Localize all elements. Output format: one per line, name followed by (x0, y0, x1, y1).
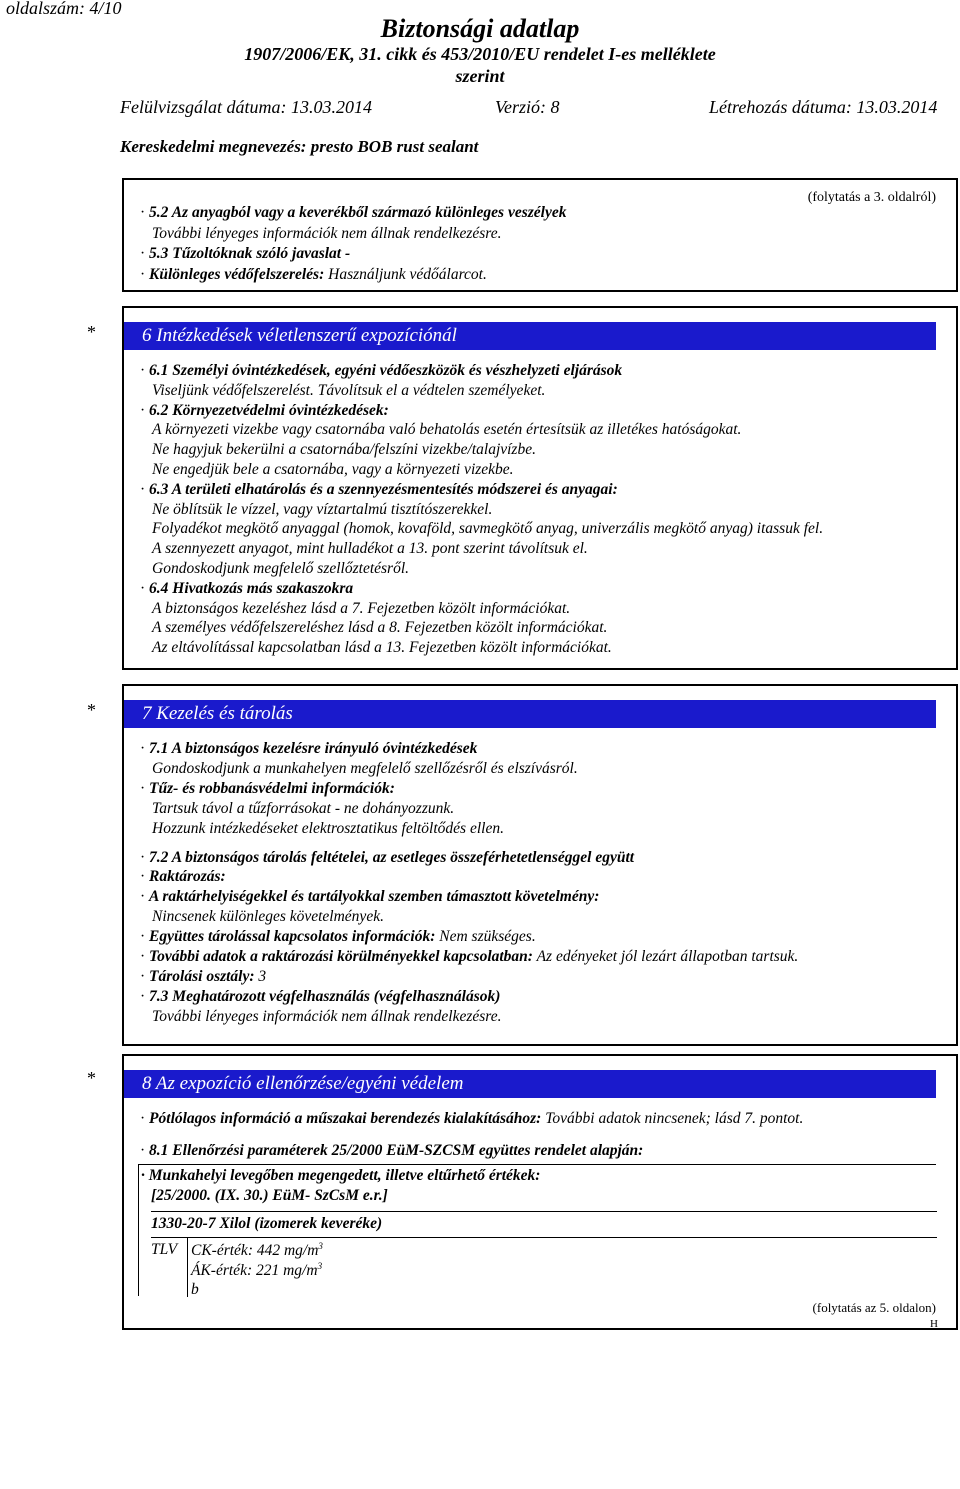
text-line: További lényeges információk nem állnak rendelkezésre. (152, 1007, 502, 1025)
divider (151, 1211, 937, 1212)
text-line: A biztonságos kezeléshez lásd a 7. Fejezetben közölt információkat. (152, 599, 571, 617)
text-line: · 5.2 Az anyagból vagy a keverékből származó különleges veszélyek (140, 204, 567, 221)
text-line: · 7.3 Meghatározott végfelhasználás (végfelhasználások) (140, 987, 501, 1005)
text-line: Ne engedjük bele a csatornába, vagy a környezeti vizekbe. (152, 461, 514, 478)
limits-table (138, 1164, 936, 1296)
revision-date: Felülvizsgálat dátuma: 13.03.2014 (120, 97, 372, 117)
creation-date: Létrehozás dátuma: 13.03.2014 (709, 97, 938, 117)
limits-title: · Munkahelyi levegőben megengedett, illetve eltűrhető értékek: (141, 1167, 541, 1184)
section-8-line-1: · Pótlólagos információ a műszakai berendezés kialakításához: További adatok nincsenek; lásd 7. pontot. (140, 1110, 804, 1127)
text-line: · Tűz- és robbanásvédelmi információk: (140, 779, 395, 797)
text-line: · Együttes tárolással kapcsolatos információk: Nem szükséges. (140, 928, 536, 946)
change-marker-6: * (87, 322, 96, 342)
section-8-heading: 8 Az expozíció ellenőrzése/egyéni védelem (124, 1070, 936, 1098)
text-line: Hozzunk intézkedéseket elektrosztatikus feltöltődés ellen. (152, 819, 504, 837)
text-line: Gondoskodjunk megfelelő szellőztetésről. (152, 560, 409, 577)
text-line: Ne öblítsük le vízzel, vagy víztartalmú tisztítószerekkel. (152, 500, 493, 518)
continued-to: (folytatás az 5. oldalon) (812, 1300, 936, 1315)
change-marker-7: * (87, 700, 96, 720)
section-8-line-2: · 8.1 Ellenőrzési paraméterek 25/2000 EüM-SZCSM együttes rendelet alapján: (140, 1142, 644, 1159)
text-line: · 6.1 Személyi óvintézkedések, egyéni védőeszközök és vészhelyzeti eljárások (140, 362, 623, 379)
ak-value: ÁK-érték: 221 $mg/m^3$ (191, 1261, 323, 1280)
text-line: · További adatok a raktározási körülményekkel kapcsolatban: Az edényeket jól lezárt állapotban tartsuk. (140, 948, 799, 965)
text-line: Ne hagyjuk bekerülni a csatornába/felszíni vizekbe/talajvízbe. (152, 441, 536, 459)
continued-from: (folytatás a 3. oldalról) (807, 190, 936, 205)
text-line: · 6.2 Környezetvédelmi óvintézkedések: (140, 401, 389, 419)
text-line: · 6.3 A területi elhatárolás és a szennyezésmentesítés módszerei és anyagai: (140, 480, 618, 498)
text-line: A személyes védőfelszereléshez lásd a 8. Fejezetben közölt információkat. (152, 619, 608, 637)
trade-name: Kereskedelmi megnevezés: presto BOB rust sealant (120, 137, 479, 156)
text-line: · 7.2 A biztonságos tárolás feltételei, az esetleges összeférhetetlenséggel együtt (140, 848, 635, 866)
text-line: További lényeges információk nem állnak rendelkezésre. (152, 224, 502, 242)
section-6-heading: 6 Intézkedések véletlenszerű expozíciónál (124, 322, 936, 350)
text-line: · 7.1 A biztonságos kezelésre irányuló óvintézkedések (140, 740, 478, 757)
divider (151, 1237, 937, 1238)
text-line: · A raktárhelyiségekkel és tartályokkal szemben támasztott követelmény: (140, 888, 600, 906)
divider (187, 1237, 188, 1297)
document-subtitle-2: szerint (455, 66, 505, 86)
ck-value: CK-érték: 442 $mg/m^3$ (191, 1241, 323, 1260)
text-line: · Tárolási osztály: 3 (140, 967, 267, 985)
section-6-box (122, 306, 958, 670)
version: Verzió: 8 (495, 97, 560, 117)
change-marker-8: * (87, 1068, 96, 1088)
substance-name: 1330-20-7 Xilol (izomerek keveréke) (151, 1215, 383, 1232)
text-line: Nincsenek különleges követelmények. (152, 908, 384, 926)
text-line: A környezeti vizekbe vagy csatornába való behatolás esetén értesítsük az illetékes hatóságokat. (152, 421, 742, 439)
text-line: · 5.3 Tűzoltóknak szóló javaslat - (140, 245, 351, 262)
note: b (191, 1281, 199, 1298)
section-5-box (122, 178, 958, 292)
document-subtitle: 1907/2006/EK, 31. cikk és 453/2010/EU rendelet I-es melléklete (244, 44, 716, 64)
text-line: · Különleges védőfelszerelés: Használjunk védőálarcot. (140, 265, 487, 283)
text-line: · Raktározás: (140, 868, 226, 886)
text-line: A szennyezett anyagot, mint hulladékot a 13. pont szerint távolítsuk el. (152, 540, 588, 558)
section-8-box (122, 1054, 958, 1330)
text-line: Viseljünk védőfelszerelést. Távolítsuk el a védtelen személyeket. (152, 381, 546, 399)
text-line: Tartsuk távol a tűzforrásokat - ne dohányozzunk. (152, 799, 455, 817)
section-7-box (122, 684, 958, 1046)
text-line: · 6.4 Hivatkozás más szakaszokra (140, 579, 354, 597)
limits-regulation: [25/2000. (IX. 30.) EüM- SzCsM e.r.] (151, 1187, 388, 1204)
section-7-heading: 7 Kezelés és tárolás (124, 700, 936, 728)
page-number: oldalszám: 4/10 (6, 0, 122, 18)
text-line: Az eltávolítással kapcsolatban lásd a 13. Fejezetben közölt információkat. (152, 639, 612, 657)
text-line: Gondoskodjunk a munkahelyen megfelelő szellőzésről és elszívásról. (152, 759, 578, 777)
footer-mark: H (930, 1318, 938, 1330)
document-title: Biztonsági adatlap (380, 14, 580, 43)
text-line: Folyadékot megkötő anyaggal (homok, kovaföld, savmegkötő anyag, univerzális megkötő anyag) itassuk fel. (152, 520, 824, 538)
tlv-label: TLV (151, 1241, 178, 1258)
